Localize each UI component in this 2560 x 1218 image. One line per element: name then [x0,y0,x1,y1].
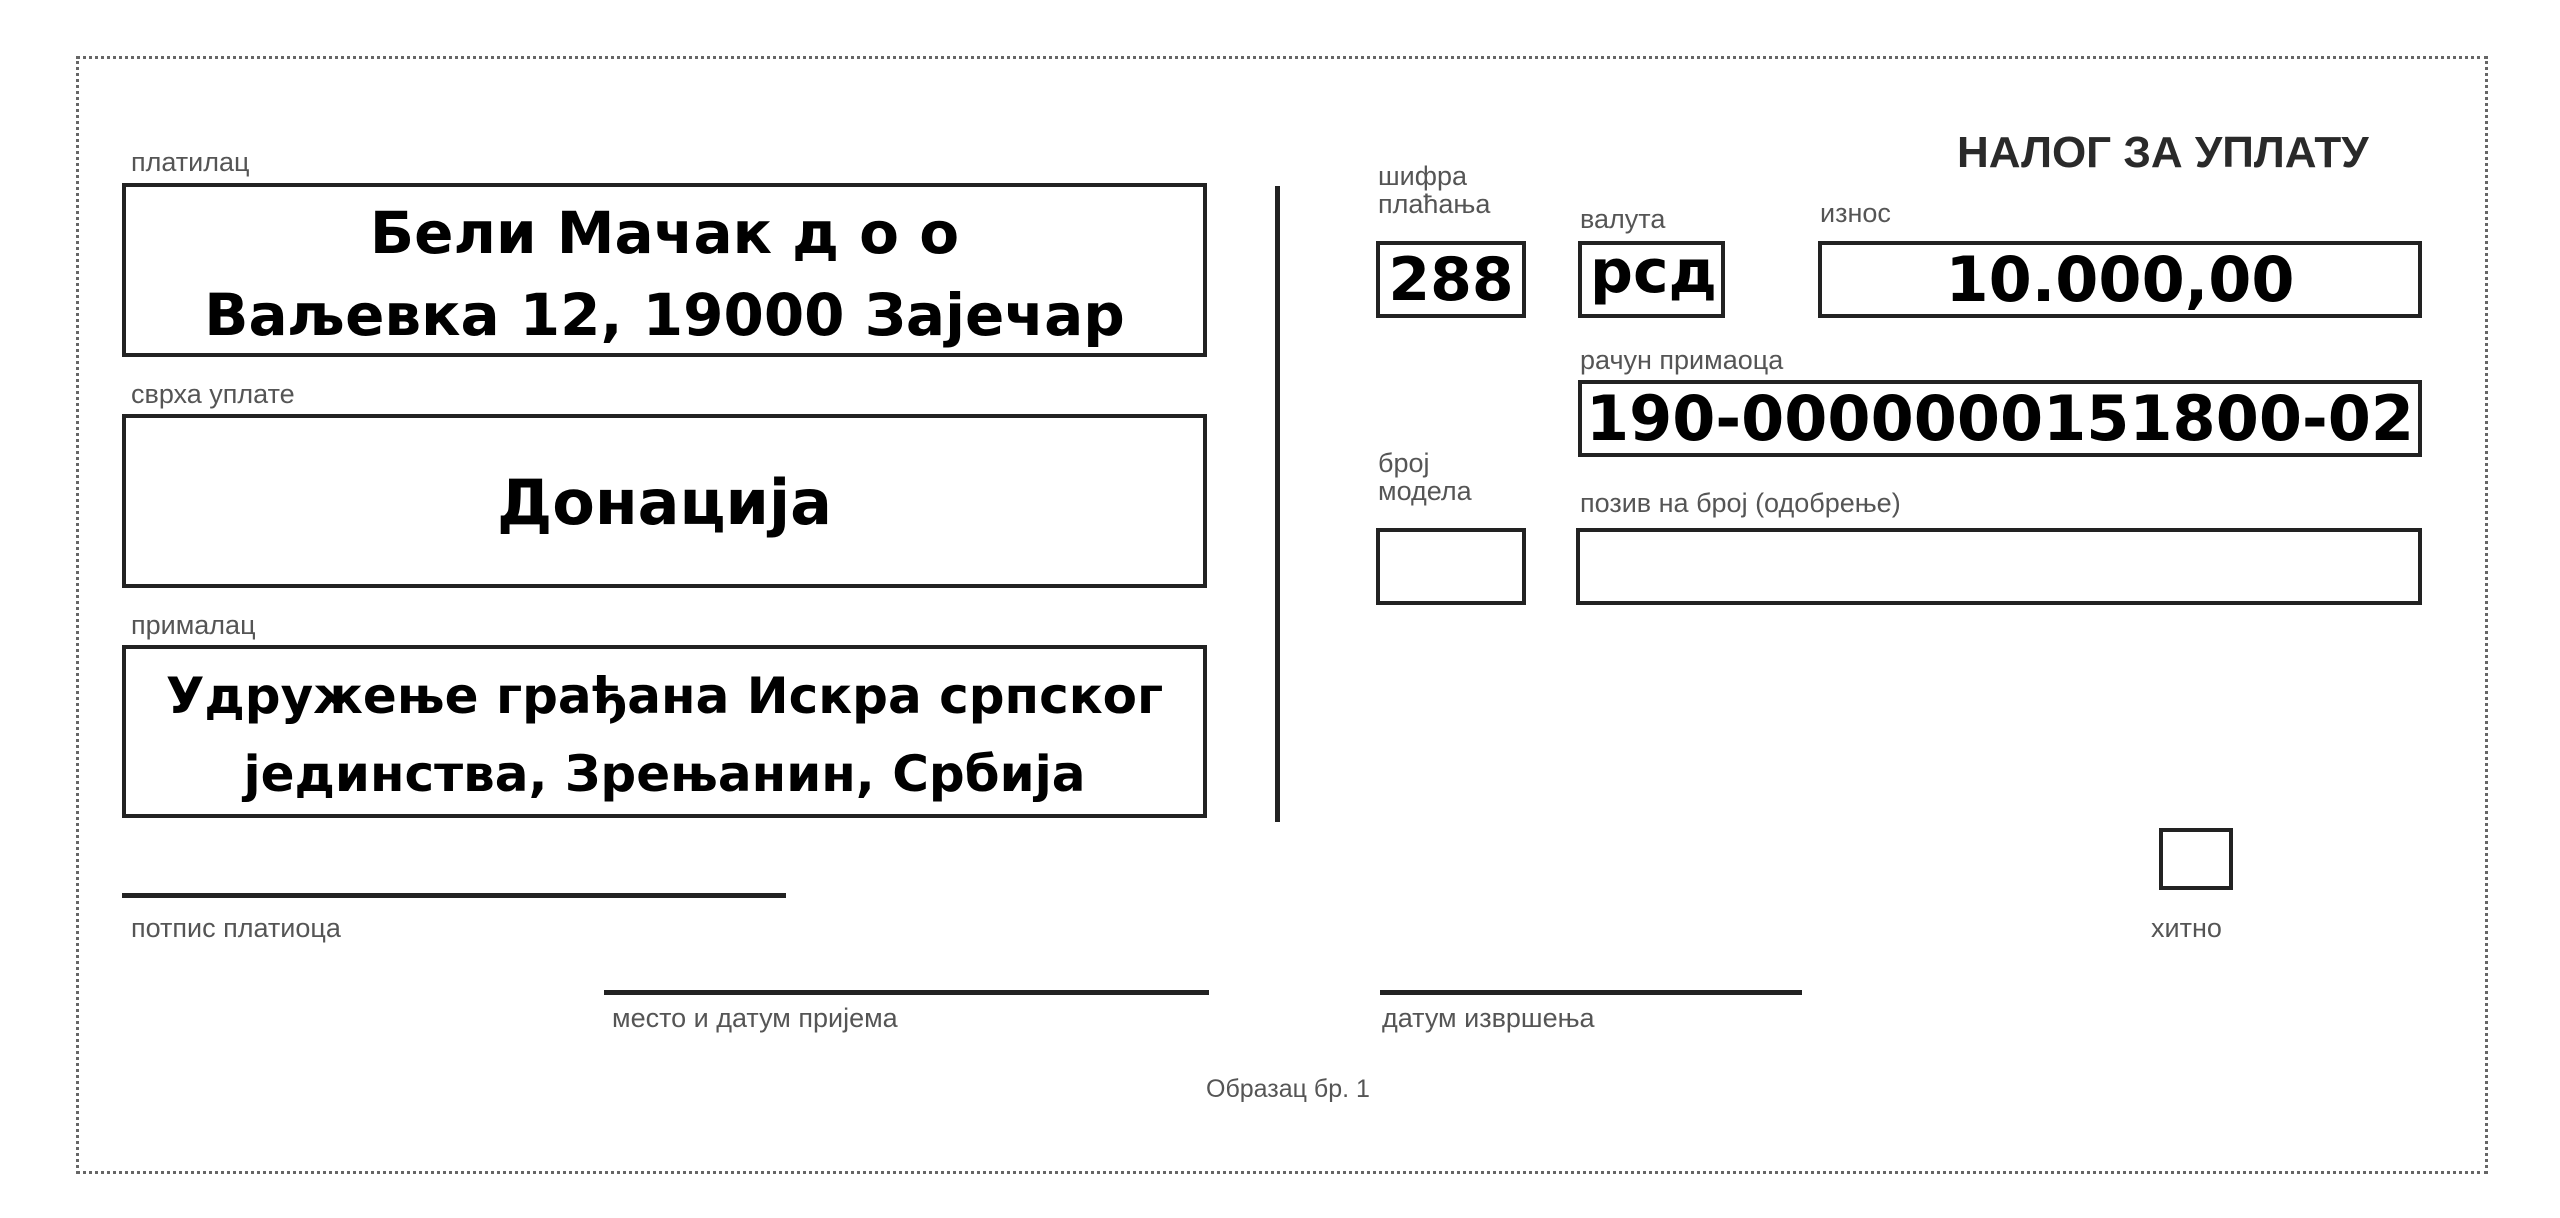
payer-signature-label: потпис платиоца [131,913,341,943]
execution-date-line [1380,990,1802,995]
recipient-label: прималац [131,610,256,640]
currency-field[interactable] [1578,237,1725,318]
purpose-field[interactable] [122,414,1207,588]
reference-number-field[interactable] [1576,528,2422,605]
recipient-field[interactable] [122,645,1207,818]
recipient-name: Удружење грађана Искра српског [165,667,1164,725]
payment-code-value: 288 [1388,245,1514,315]
urgent-label: хитно [2151,913,2222,943]
reference-number-label: позив на број (одобрење) [1580,488,1901,518]
payer-label: платилац [131,147,250,177]
place-date-received-label: место и датум пријема [612,1003,898,1033]
payer-signature-line [122,893,786,898]
form-title: НАЛОГ ЗА УПЛАТУ [1957,128,2369,177]
payment-code-label: шифра плаћања [1378,161,1491,220]
currency-label: валута [1580,204,1666,234]
form-number: Образац бр. 1 [1206,1075,1370,1103]
amount-label: износ [1820,198,1891,228]
currency-value: рсд [1590,237,1717,307]
purpose-label: сврха уплате [131,379,295,409]
recipient-account-value: 190-0000000151800-02 [1586,382,2414,455]
recipient-account-field[interactable] [1578,380,2422,457]
payer-field[interactable] [122,183,1207,357]
purpose-value: Донација [497,466,832,539]
model-number-label: број модела [1378,448,1472,507]
recipient-location: јединства, Зрењанин, Србија [243,745,1086,803]
payment-code-field[interactable] [1376,241,1526,318]
recipient-account-label: рачун примаоца [1580,345,1784,375]
amount-value: 10.000,00 [1945,243,2295,316]
model-number-field[interactable] [1376,528,1526,605]
execution-date-label: датум извршења [1382,1003,1595,1033]
amount-field[interactable] [1818,241,2422,318]
urgent-checkbox[interactable] [2159,828,2233,890]
vertical-divider [1275,186,1280,822]
payer-name: Бели Мачак д о о [369,199,960,267]
place-date-received-line [604,990,1209,995]
payer-address: Ваљевка 12, 19000 Зајечар [204,281,1125,349]
